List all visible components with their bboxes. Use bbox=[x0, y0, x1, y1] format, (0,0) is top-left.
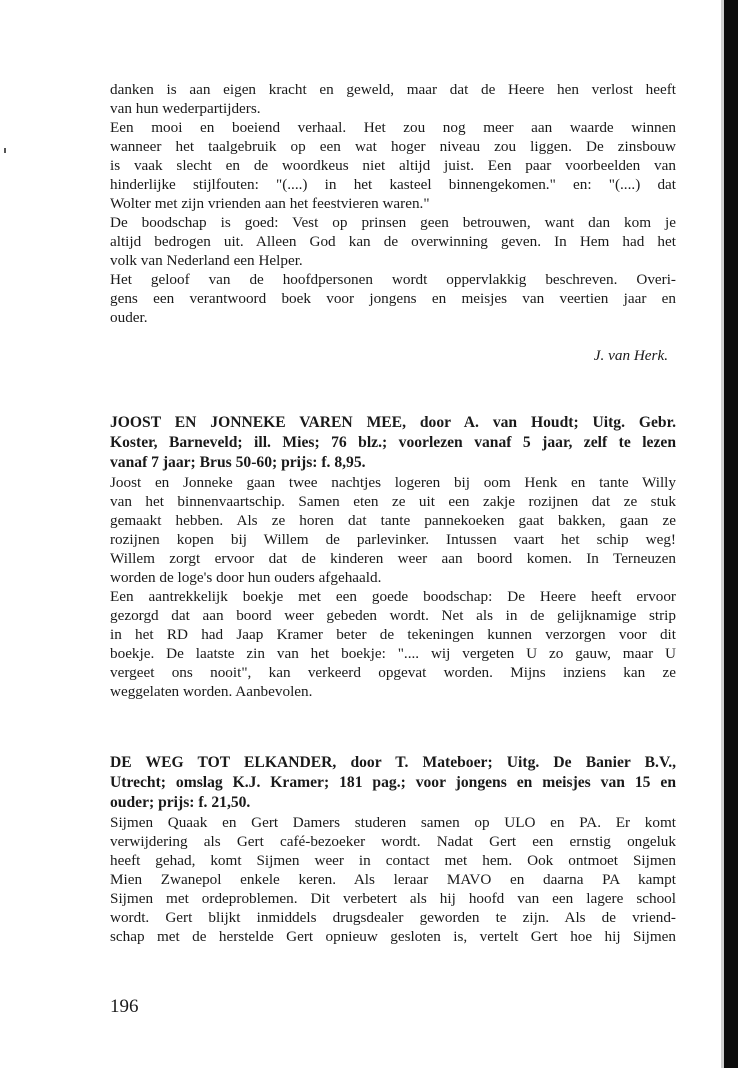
review-joost-en-jonneke bbox=[110, 413, 676, 701]
text-line: heeft gehad, komt Sijmen weer in contact met hem. Ook ontmoet Sijmen bbox=[110, 852, 676, 869]
text-line: wordt. Gert blijkt inmiddels drugsdealer geworden te zijn. Als de vriend- bbox=[110, 909, 676, 926]
book-heading bbox=[110, 753, 676, 813]
review1-body bbox=[110, 80, 676, 327]
text-line: worden de loge's door hun ouders afgehaald. bbox=[110, 569, 382, 586]
scan-edge-bar bbox=[724, 0, 738, 1068]
text-line: Wolter met zijn vrienden aan het feestvieren waren." bbox=[110, 195, 430, 212]
text-line: Sijmen Quaak en Gert Damers studeren samen op ULO en PA. Er komt bbox=[110, 814, 676, 831]
text-line: Een mooi en boeiend verhaal. Het zou nog meer aan waarde winnen bbox=[110, 119, 676, 136]
text-line: van hun wederpartijders. bbox=[110, 100, 261, 117]
heading-line: ouder; prijs: f. 21,50. bbox=[110, 794, 251, 811]
text-line: Het geloof van de hoofdpersonen wordt oppervlakkig beschreven. Overi- bbox=[110, 271, 676, 288]
heading-line: DE WEG TOT ELKANDER, door T. Mateboer; Uitg. De Banier B.V., bbox=[110, 754, 676, 771]
text-line: rozijnen kopen bij Willem de parlevinker. Intussen vaart het schip weg! bbox=[110, 531, 676, 548]
text-line: weggelaten worden. Aanbevolen. bbox=[110, 683, 313, 700]
text-line: volk van Nederland een Helper. bbox=[110, 252, 303, 269]
book-heading bbox=[110, 413, 676, 473]
review-de-weg-tot-elkander bbox=[110, 753, 676, 946]
review3-body bbox=[110, 813, 676, 946]
text-line: Willem zorgt ervoor dat de kinderen weer aan boord komen. In Terneuzen bbox=[110, 550, 676, 567]
text-line: ouder. bbox=[110, 309, 148, 326]
text-line: Joost en Jonneke gaan twee nachtjes logeren bij oom Henk en tante Willy bbox=[110, 474, 676, 491]
text-line: gens een verantwoord boek voor jongens en meisjes van veertien jaar en bbox=[110, 290, 676, 307]
text-line: Mien Zwanepol enkele keren. Als leraar MAVO en daarna PA kampt bbox=[110, 871, 676, 888]
text-line: gemaakt hebben. Als ze horen dat tante pannekoeken gaat bakken, gaan ze bbox=[110, 512, 676, 529]
text-line: is vaak slecht en de woordkeus niet altijd juist. Een paar voorbeelden van bbox=[110, 157, 676, 174]
review2-body bbox=[110, 473, 676, 701]
text-line: Een aantrekkelijk boekje met een goede boodschap: De Heere heeft ervoor bbox=[110, 588, 676, 605]
text-line: in het RD had Jaap Kramer beter de tekeningen kunnen verzorgen voor dit bbox=[110, 626, 676, 643]
text-line: schap met de herstelde Gert opnieuw gesloten is, vertelt Gert hoe hij Sijmen bbox=[110, 928, 676, 945]
text-line: gezorgd dat aan boord weer gebeden wordt. Net als in de gelijknamige strip bbox=[110, 607, 676, 624]
heading-line: Utrecht; omslag K.J. Kramer; 181 pag.; voor jongens en meisjes van 15 en bbox=[110, 774, 676, 791]
margin-mark bbox=[4, 148, 6, 153]
reviewer-signature: J. van Herk. bbox=[593, 347, 668, 364]
text-line: De boodschap is goed: Vest op prinsen geen betrouwen, want dan kom je bbox=[110, 214, 676, 231]
text-line: altijd bedrogen uit. Alleen God kan de overwinning geven. In Hem had het bbox=[110, 233, 676, 250]
text-line: Sijmen met ordeproblemen. Dit verbetert als hij hoofd van een lagere school bbox=[110, 890, 676, 907]
text-line: verwijdering als Gert café-bezoeker wordt. Nadat Gert een ernstig ongeluk bbox=[110, 833, 676, 850]
page-number: 196 bbox=[110, 996, 139, 1017]
heading-line: JOOST EN JONNEKE VAREN MEE, door A. van Houdt; Uitg. Gebr. bbox=[110, 414, 676, 431]
review-continuation bbox=[110, 80, 676, 365]
text-line: hinderlijke stijlfouten: "(....) in het kasteel binnengekomen." en: "(....) dat bbox=[110, 176, 676, 193]
text-line: boekje. De laatste zin van het boekje: ".... wij vergeten U zo gauw, maar U bbox=[110, 645, 676, 662]
book-page bbox=[110, 80, 676, 946]
heading-line: vanaf 7 jaar; Brus 50-60; prijs: f. 8,95. bbox=[110, 454, 366, 471]
text-line: danken is aan eigen kracht en geweld, maar dat de Heere hen verlost heeft bbox=[110, 81, 676, 98]
heading-line: Koster, Barneveld; ill. Mies; 76 blz.; voorlezen vanaf 5 jaar, zelf te lezen bbox=[110, 434, 676, 451]
text-line: van het binnenvaartschip. Samen eten ze uit een zakje rozijnen dat ze stuk bbox=[110, 493, 676, 510]
text-line: vergeet ons nooit", kan verkeerd opgevat worden. Mijns inziens kan ze bbox=[110, 664, 676, 681]
text-line: wanneer het taalgebruik op een wat hoger niveau zou liggen. De zinsbouw bbox=[110, 138, 676, 155]
